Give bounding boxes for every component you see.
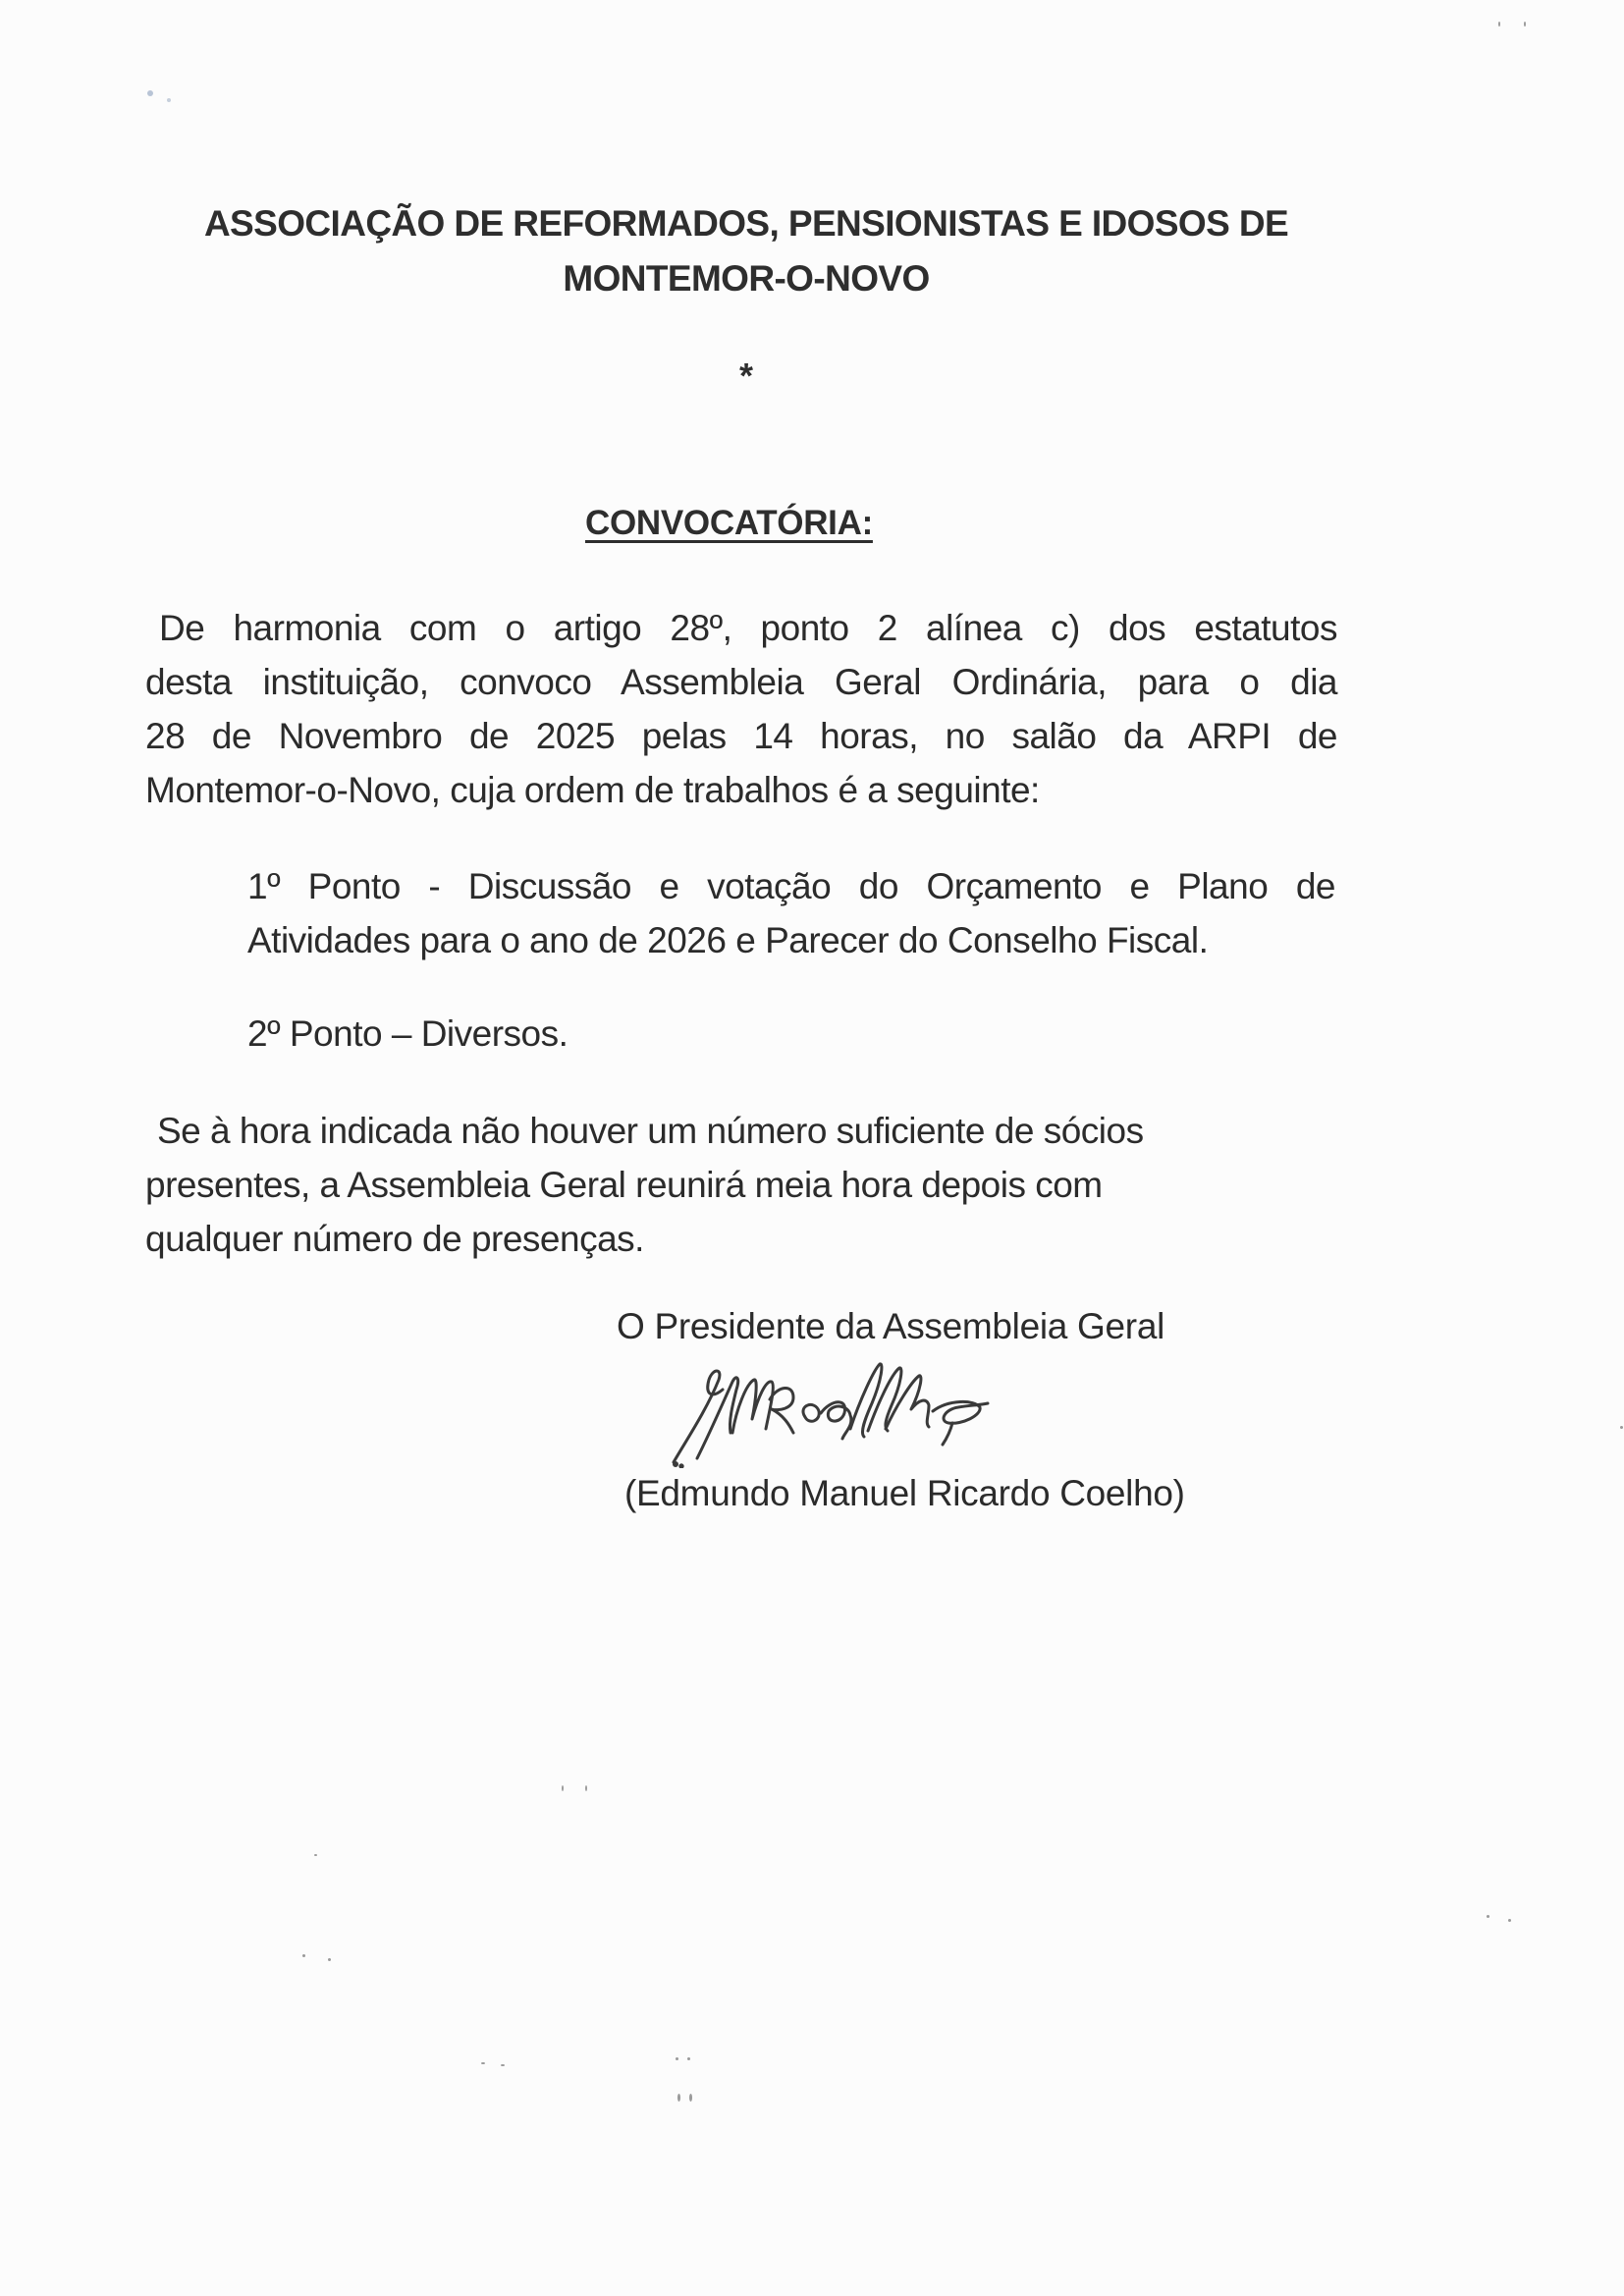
scan-speck: [1620, 1426, 1623, 1429]
organization-name-line1: ASSOCIAÇÃO DE REFORMADOS, PENSIONISTAS E IDOSOS DE: [203, 203, 1289, 244]
agenda-item-2: [247, 1007, 568, 1061]
intro-line: De harmonia com o artigo 28º, ponto 2 alínea c) dos estatutos: [159, 608, 1337, 648]
intro-line: Montemor-o-Novo, cuja ordem de trabalhos é a seguinte:: [145, 770, 1040, 810]
document-title: CONVOCATÓRIA:: [585, 504, 873, 542]
quorum-line: Se à hora indicada não houver um número suficiente de sócios: [157, 1111, 1144, 1151]
separator-asterisk: *: [738, 355, 753, 396]
quorum-line: presentes, a Assembleia Geral reunirá meia hora depois com: [145, 1165, 1103, 1205]
intro-line: desta instituição, convoco Assembleia Geral Ordinária, para o dia: [145, 662, 1337, 702]
scan-speck: [147, 90, 153, 96]
handwritten-signature-icon: [668, 1360, 1021, 1468]
intro-paragraph: [145, 601, 1337, 817]
quorum-line: qualquer número de presenças.: [145, 1219, 644, 1259]
scan-speck: [1498, 22, 1500, 27]
agenda-line: 2º Ponto – Diversos.: [247, 1013, 568, 1054]
scan-speck: [302, 1954, 305, 1957]
scan-speck: [1487, 1915, 1489, 1918]
agenda-line: Atividades para o ano de 2026 e Parecer do Conselho Fiscal.: [247, 920, 1209, 960]
intro-line: 28 de Novembro de 2025 pelas 14 horas, no salão da ARPI de: [145, 716, 1337, 756]
scan-speck: [167, 98, 171, 102]
scan-speck: [676, 2057, 678, 2060]
signatory-role: O Presidente da Assembleia Geral: [617, 1306, 1165, 1346]
scan-speck: [328, 1958, 331, 1961]
scan-speck: [481, 2062, 485, 2064]
scan-speck: [314, 1854, 317, 1856]
scan-speck: [562, 1785, 564, 1791]
scan-speck: [687, 2057, 690, 2060]
organization-name-line2: MONTEMOR-O-NOVO: [563, 258, 930, 299]
agenda-item-1: [247, 859, 1335, 967]
quorum-paragraph: [145, 1104, 1255, 1266]
scan-speck: [501, 2064, 505, 2066]
scan-speck: [585, 1785, 587, 1791]
scan-speck: [677, 2094, 680, 2102]
scan-speck: [1524, 22, 1526, 27]
scan-speck: [689, 2094, 692, 2102]
agenda-line: 1º Ponto - Discussão e votação do Orçamento e Plano de: [247, 866, 1335, 906]
signatory-name: (Edmundo Manuel Ricardo Coelho): [624, 1473, 1185, 1513]
scan-speck: [1508, 1919, 1511, 1922]
